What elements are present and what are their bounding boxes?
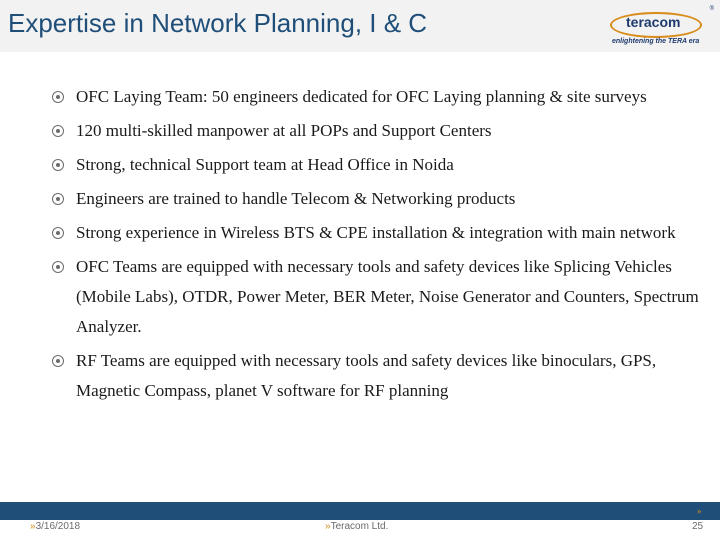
page-number: 25 [692,521,704,532]
slide-title: Expertise in Network Planning, I & C [8,8,428,38]
list-item [52,116,702,146]
bullet-text: OFC Teams are equipped with necessary tools and safety devices like Splicing Vehicles (Mobile Labs), OTDR, Power Meter, BER Meter, Noise Generator and Counters, Spectrum Analyzer. [76,257,699,336]
bullet-circle-icon [52,355,64,367]
bullet-circle-icon [52,193,64,205]
bullet-circle-icon [52,91,64,103]
list-item [52,346,702,406]
bullet-text: Engineers are trained to handle Telecom & Networking products [76,189,516,208]
bullet-list [52,82,702,410]
bullet-circle-icon [52,125,64,137]
date-text: 3/16/2018 [35,521,81,532]
footer-date [30,521,80,532]
list-item [52,82,702,112]
list-item [52,150,702,180]
company-text: Teracom Ltd. [330,521,389,532]
date-arrow-icon: » [30,521,36,532]
logo-registered-mark: ® [709,6,714,12]
bullet-text: 120 multi-skilled manpower at all POPs and Support Centers [76,121,492,140]
company-logo [604,6,714,50]
logo-tagline: enlightening the TERA era [612,38,700,45]
page-arrow-icon: » [697,506,702,516]
list-item [52,218,702,248]
company-arrow-icon: » [325,521,331,532]
bullet-circle-icon [52,159,64,171]
bullet-circle-icon [52,227,64,239]
logo-wordmark: teracom [626,14,681,30]
bullet-circle-icon [52,261,64,273]
bullet-text: OFC Laying Team: 50 engineers dedicated for OFC Laying planning & site surveys [76,87,647,106]
title-bar [0,0,720,52]
list-item [52,252,702,342]
footer-company [325,521,388,532]
bullet-text: Strong, technical Support team at Head Office in Noida [76,155,454,174]
footer-bar [0,502,720,520]
bullet-text: RF Teams are equipped with necessary tools and safety devices like binoculars, GPS, Magnetic Compass, planet V software for RF planning [76,351,657,400]
list-item [52,184,702,214]
bullet-text: Strong experience in Wireless BTS & CPE installation & integration with main network [76,223,676,242]
